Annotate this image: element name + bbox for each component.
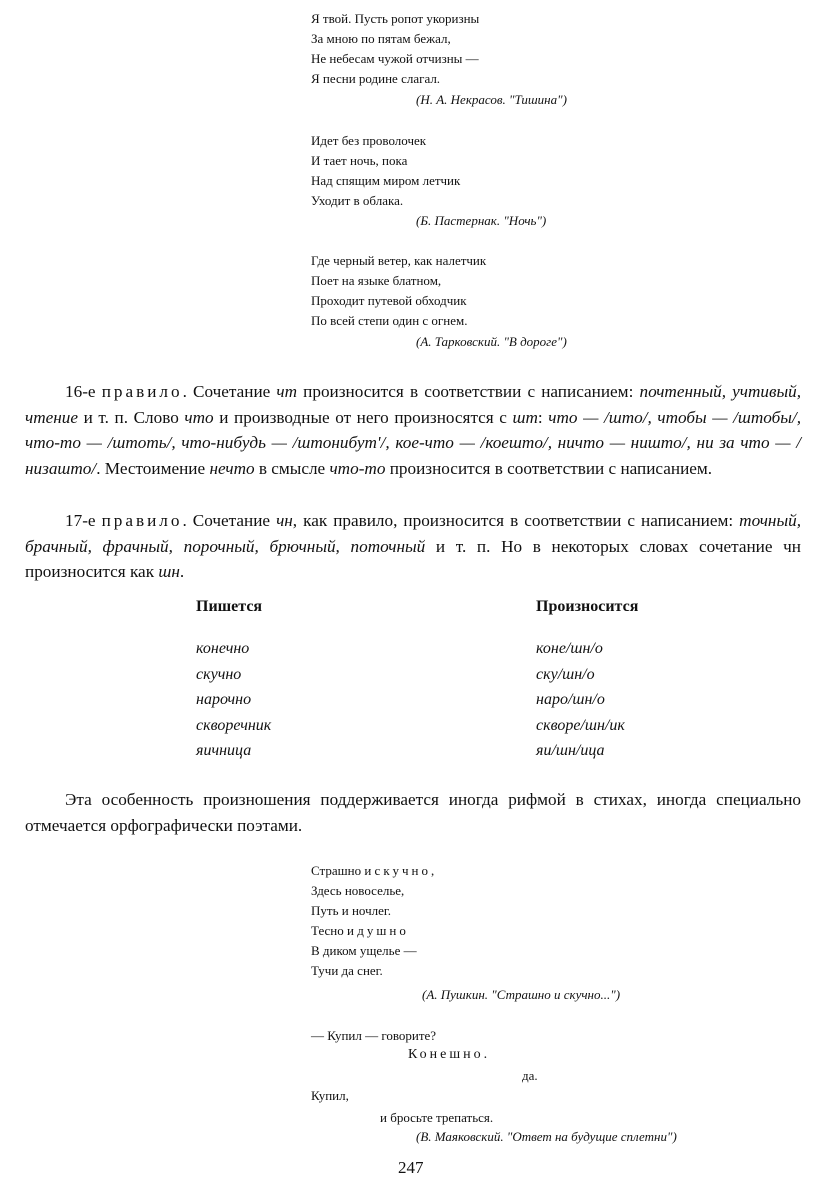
poem-line: и бросьте трепаться. bbox=[380, 1110, 494, 1125]
italic-run: нечто bbox=[209, 458, 255, 478]
rule-16-paragraph bbox=[25, 379, 801, 481]
poem-line: Уходит в облака. bbox=[311, 193, 404, 208]
poem-line: Я песни родине слагал. bbox=[311, 71, 441, 86]
text-run: Страшно и bbox=[311, 863, 375, 878]
poem-line: По всей степи один с огнем. bbox=[311, 313, 468, 328]
poem-line: Купил, bbox=[311, 1088, 349, 1103]
text-run: произносится в соответствии с написанием. bbox=[385, 458, 713, 478]
poem-line: Не небесам чужой отчизны — bbox=[311, 51, 479, 66]
text-run: , как правило, произносится в соответствии с написанием: bbox=[292, 511, 740, 530]
italic-run: чн bbox=[276, 511, 293, 530]
poem-pasternak bbox=[311, 131, 460, 211]
poem-attribution: (А. Пушкин. "Страшно и скучно...") bbox=[422, 987, 621, 1002]
poem-attribution: (В. Маяковский. "Ответ на будущие сплетни") bbox=[416, 1129, 677, 1144]
poem-tarkovsky bbox=[311, 251, 486, 331]
italic-run: что-то bbox=[329, 458, 386, 478]
poem-line bbox=[311, 861, 434, 881]
italic-run: что bbox=[184, 407, 214, 427]
poem-line: да. bbox=[522, 1068, 538, 1083]
poem-line: Я твой. Пусть ропот укоризны bbox=[311, 11, 480, 26]
poem-pushkin bbox=[311, 861, 434, 981]
poem-line: Идет без проволочек bbox=[311, 133, 427, 148]
text-run: , bbox=[430, 863, 435, 878]
italic-run: чт bbox=[276, 382, 298, 401]
rule-word: правило bbox=[101, 382, 183, 401]
emphasized-word: Конешно. bbox=[408, 1047, 491, 1062]
poem-line: — Купил — говорите? bbox=[311, 1028, 437, 1043]
table-cell: яи/шн/ица bbox=[536, 742, 605, 759]
text-run: . Местоимение bbox=[96, 458, 210, 478]
poem-nekrasov bbox=[311, 9, 479, 89]
text-run: . Сочетание bbox=[182, 511, 277, 530]
table-cell: наро/шн/о bbox=[536, 691, 605, 708]
poem-line: Где черный ветер, как налетчик bbox=[311, 253, 487, 268]
italic-run: что — /што/, чтобы — /штобы/, что-то — /штоть/, что-нибудь — /штонибут'/, кое-что — /коешто/, ничто — ништо/, ни за что — /низашто/ bbox=[25, 407, 802, 478]
page-number: 247 bbox=[398, 1158, 424, 1177]
poem-line: За мною по пятам бежал, bbox=[311, 31, 451, 46]
table-cell: ску/шн/о bbox=[536, 665, 595, 683]
poem-attribution: (А. Тарковский. "В дороге") bbox=[416, 334, 567, 349]
poem-attribution: (Н. А. Некрасов. "Тишина") bbox=[416, 92, 567, 107]
table-header-written: Пишется bbox=[196, 598, 263, 615]
text-run: и т. п. Но в некоторых словах сочетание чн произносится как bbox=[25, 536, 801, 582]
poem-line bbox=[311, 921, 434, 941]
table-cell: нарочно bbox=[196, 691, 252, 708]
poem-line: И тает ночь, пока bbox=[311, 153, 408, 168]
rule-number: 16-е bbox=[65, 382, 96, 401]
poem-line: Здесь новоселье, bbox=[311, 883, 405, 898]
text-run: и производные от него произносятся с bbox=[213, 407, 513, 427]
text-run: Эта особенность произношения поддерживается иногда рифмой в стихах, иногда специально отмечается орфографически поэтами. bbox=[25, 790, 801, 835]
poem-line: В диком ущелье — bbox=[311, 943, 417, 958]
rule-word: правило bbox=[101, 511, 183, 530]
table-cell: коне/шн/о bbox=[536, 640, 603, 657]
italic-run: почтенный, учтивый, чтение bbox=[25, 382, 801, 427]
poem-line: Путь и ночлег. bbox=[311, 903, 391, 918]
poem-line: Проходит путевой обходчик bbox=[311, 293, 467, 308]
poem-line: Над спящим миром летчик bbox=[311, 173, 461, 188]
text-run: произносится в соответствии с написанием: bbox=[297, 382, 640, 401]
note-paragraph bbox=[25, 787, 801, 839]
rule-17-paragraph bbox=[25, 508, 801, 585]
text-run: и т. п. Слово bbox=[78, 407, 185, 427]
italic-run: шн bbox=[158, 562, 180, 582]
italic-run: точный, брачный, фрачный, порочный, брючный, поточный bbox=[25, 511, 801, 556]
text-run: : bbox=[537, 407, 549, 427]
text-run: в смысле bbox=[254, 458, 330, 478]
emphasized-word: скучно bbox=[374, 863, 431, 878]
poem-line: Тучи да снег. bbox=[311, 963, 383, 978]
emphasized-word: душно bbox=[357, 923, 409, 938]
table-header-pronounced: Произносится bbox=[536, 598, 639, 615]
text-run: . bbox=[179, 562, 185, 582]
table-cell: скворе/шн/ик bbox=[536, 716, 625, 734]
text-run: . Сочетание bbox=[182, 382, 277, 401]
table-cell: скучно bbox=[196, 665, 242, 683]
table-cell: скворечник bbox=[196, 716, 272, 734]
table-cell: конечно bbox=[196, 640, 250, 657]
rule-number: 17-е bbox=[65, 511, 96, 530]
table-column-written bbox=[196, 636, 271, 764]
poem-line: Поет на языке блатном, bbox=[311, 273, 442, 288]
italic-run: шт bbox=[512, 407, 538, 427]
poem-attribution: (Б. Пастернак. "Ночь") bbox=[416, 213, 547, 228]
table-column-pronounced bbox=[536, 636, 625, 764]
text-run: Тесно и bbox=[311, 923, 358, 938]
table-cell: яичница bbox=[196, 742, 252, 759]
